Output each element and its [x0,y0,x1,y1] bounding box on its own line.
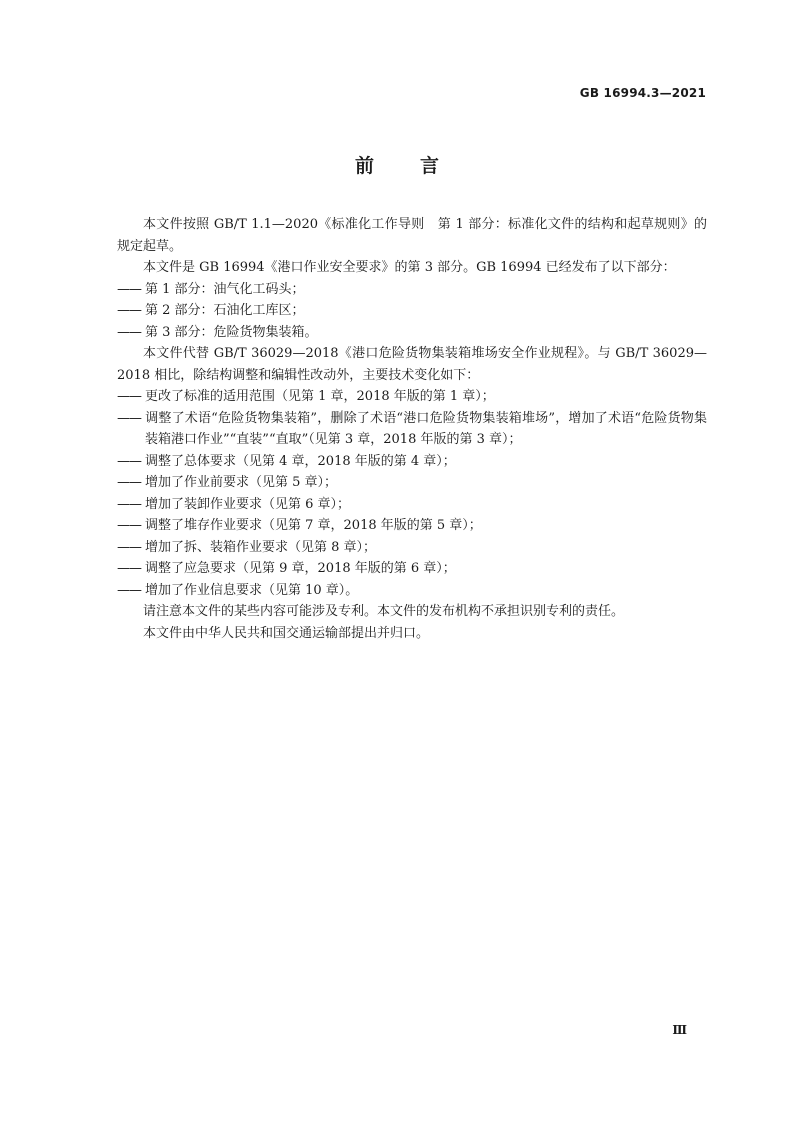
list-item-text: 调整了应急要求（见第 9 章，2018 年版的第 6 章）； [145,561,456,576]
dash-marker: —— [117,303,141,318]
dash-marker: —— [117,410,141,426]
list-item-part-1 [117,279,707,301]
list-item-text: 调整了术语“危险货物集装箱”，删除了术语“港口危险货物集装箱堆场”，增加了术语“危险货物集装箱港口作业”“直装”“直取”（见第 3 章，2018 年版的第 3 章）； [145,410,707,447]
list-item-part-2 [117,300,707,322]
list-item-change [117,537,707,559]
list-item-change [117,494,707,516]
page-number: Ⅲ [672,1023,687,1037]
dash-marker: —— [117,475,141,490]
paragraph-replaces: 本文件代替 GB/T 36029—2018《港口危险货物集装箱堆场安全作业规程》。与 GB/T 36029—2018 相比，除结构调整和编辑性改动外，主要技术变化如下： [117,346,707,383]
dash-marker: —— [117,389,141,404]
list-item-text: 第 2 部分：石油化工库区； [145,303,305,318]
list-item-text: 增加了拆、装箱作业要求（见第 8 章）； [145,539,377,555]
list-item-change [117,408,707,451]
document-body [117,214,707,644]
paragraph-series-intro: 本文件是 GB 16994《港口作业安全要求》的第 3 部分。GB 16994 已经发布了以下部分： [143,260,676,275]
list-item-change [117,558,707,580]
list-item-part-3 [117,322,707,344]
dash-marker: —— [117,539,141,555]
page-title: 前言 [354,155,485,177]
paragraph-proposer: 本文件由中华人民共和国交通运输部提出并归口。 [143,625,430,641]
list-item-text: 第 1 部分：油气化工码头； [145,281,305,297]
list-item-text: 增加了装卸作业要求（见第 6 章）； [145,496,351,512]
list-item-change [117,580,707,602]
list-item-text: 调整了总体要求（见第 4 章，2018 年版的第 4 章）； [145,453,456,469]
dash-marker: —— [117,518,141,533]
dash-marker: —— [117,324,141,340]
paragraph-patent-notice: 请注意本文件的某些内容可能涉及专利。本文件的发布机构不承担识别专利的责任。 [143,604,625,619]
list-item-change [117,386,707,408]
list-item-text: 第 3 部分：危险货物集装箱。 [145,324,318,340]
dash-marker: —— [117,496,141,512]
dash-marker: —— [117,582,141,598]
list-item-text: 增加了作业前要求（见第 5 章）； [145,475,338,490]
list-item-change [117,515,707,537]
dash-marker: —— [117,561,141,576]
list-item-change [117,451,707,473]
dash-marker: —— [117,453,141,469]
list-item-text: 更改了标准的适用范围（见第 1 章，2018 年版的第 1 章）； [145,389,495,404]
list-item-change [117,472,707,494]
list-item-text: 调整了堆存作业要求（见第 7 章，2018 年版的第 5 章）； [145,518,482,533]
paragraph-drafting-rules: 本文件按照 GB/T 1.1—2020《标准化工作导则 第 1 部分：标准化文件的结构和起草规则》的规定起草。 [117,217,707,254]
dash-marker: —— [117,281,141,297]
list-item-text: 增加了作业信息要求（见第 10 章）。 [145,582,359,598]
standard-number: GB 16994.3—2021 [579,86,706,100]
